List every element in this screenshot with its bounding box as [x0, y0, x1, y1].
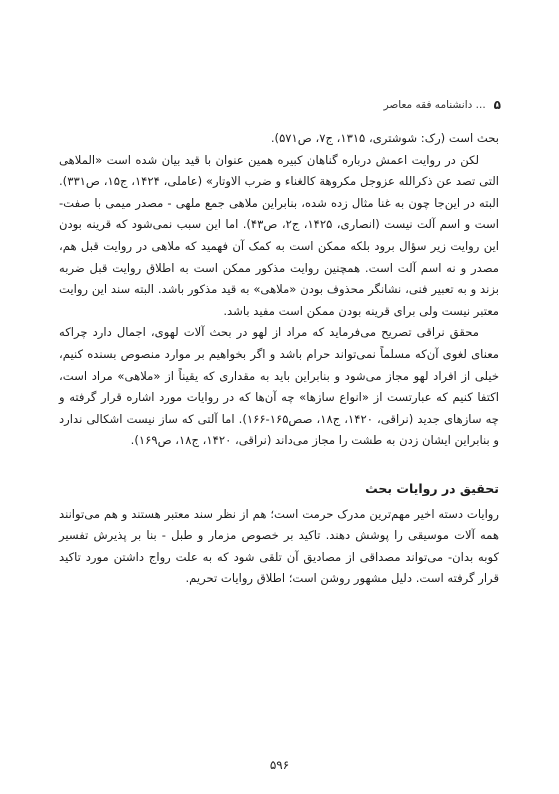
body-text [59, 128, 499, 590]
section-heading: تحقیق در روایات بحث [365, 480, 499, 496]
page-number: ۵۹۶ [269, 758, 290, 772]
paragraph-continuation: بحث است (رک: شوشتری، ۱۳۱۵، ج۷، ص۵۷۱). [270, 131, 499, 145]
paragraph-naraqi-opinion: محقق نراقی تصریح می‌فرماید که مراد از لهو در بحث آلات لهوی، اجمال دارد چراکه معنای لغوی آن‌که مسلماً نمی‌تواند حرام باشد و اگر بخواهیم بر موارد منصوص بسنده کنیم، خیلی از افراد لهو مجاز می‌شود و بنابراین باید به مقداری که یقیناً از «ملاهی» مراد است، اکتفا کنیم که عبارتست از «انواع سازها» چه آن‌ها که در روایات مورد اشاره قرار گرفته و چه سازهای جدید (نراقی، ۱۴۲۰، ج۱۸، صص۱۶۵-۱۶۶). اما آلتی که ساز نیست اشکالی ندارد و بنابراین ایشان زدن به طشت را مجاز می‌داند (نراقی، ۱۴۲۰، ج۱۸، ص۱۶۹). [59, 325, 499, 448]
header-running-title: ... دانشنامه فقه معاصر [383, 99, 486, 111]
section-paragraph: روایات دسته اخیر مهم‌ترین مدرک حرمت است؛ هم از نظر سند معتبر هستند و هم می‌توانند همه آلات موسیقی را پوشش دهند. تاکید بر خصوص مزمار و طبل - بنا بر پذیرش تفسیر کوبه بدان- می‌تواند مصداقی از مصادیق آن تلقی شود که به علت رواج داشتن مورد تاکید قرار گرفته است. دلیل مشهور روشن است؛ اطلاق روایات تحریم. [59, 506, 499, 586]
header-page-marker: ۵ [493, 98, 501, 112]
paragraph-a'mash-narration: لکن در روایت اعمش درباره گناهان کبیره همین عنوان با قید بیان شده است «الملاهی التی تصد عن ذکرالله عزوجل مکروهة کالغناء و ضرب الاوتار» (عاملی، ۱۴۲۴، ج۱۵، ص۳۳۱). البته در این‌جا چون به غنا مثال زده شده، بنابراین ملاهی جمع ملهی - مصدر میمی با صفت- است و اسم آلت نیست (انصاری، ۱۴۲۵، ج۲، ص۴۳). اما این سبب نمی‌شود که قرینه بودن این روایت زیر سؤال برود بلکه ممکن است به کمک آن فهمید که ملاهی در روایت قبل هم، مصدر و نه اسم آلت است. همچنین روایت مذکور ممکن است به اطلاق روایت قبل ضربه بزند و به تعبیر فنی، نشانگر محذوف بودن «ملاهی» به قید مذکور باشد. البته سند این روایت معتبر نیست ولی برای قرینه بودن ممکن است مفید باشد. [59, 152, 499, 318]
running-header [384, 98, 501, 112]
